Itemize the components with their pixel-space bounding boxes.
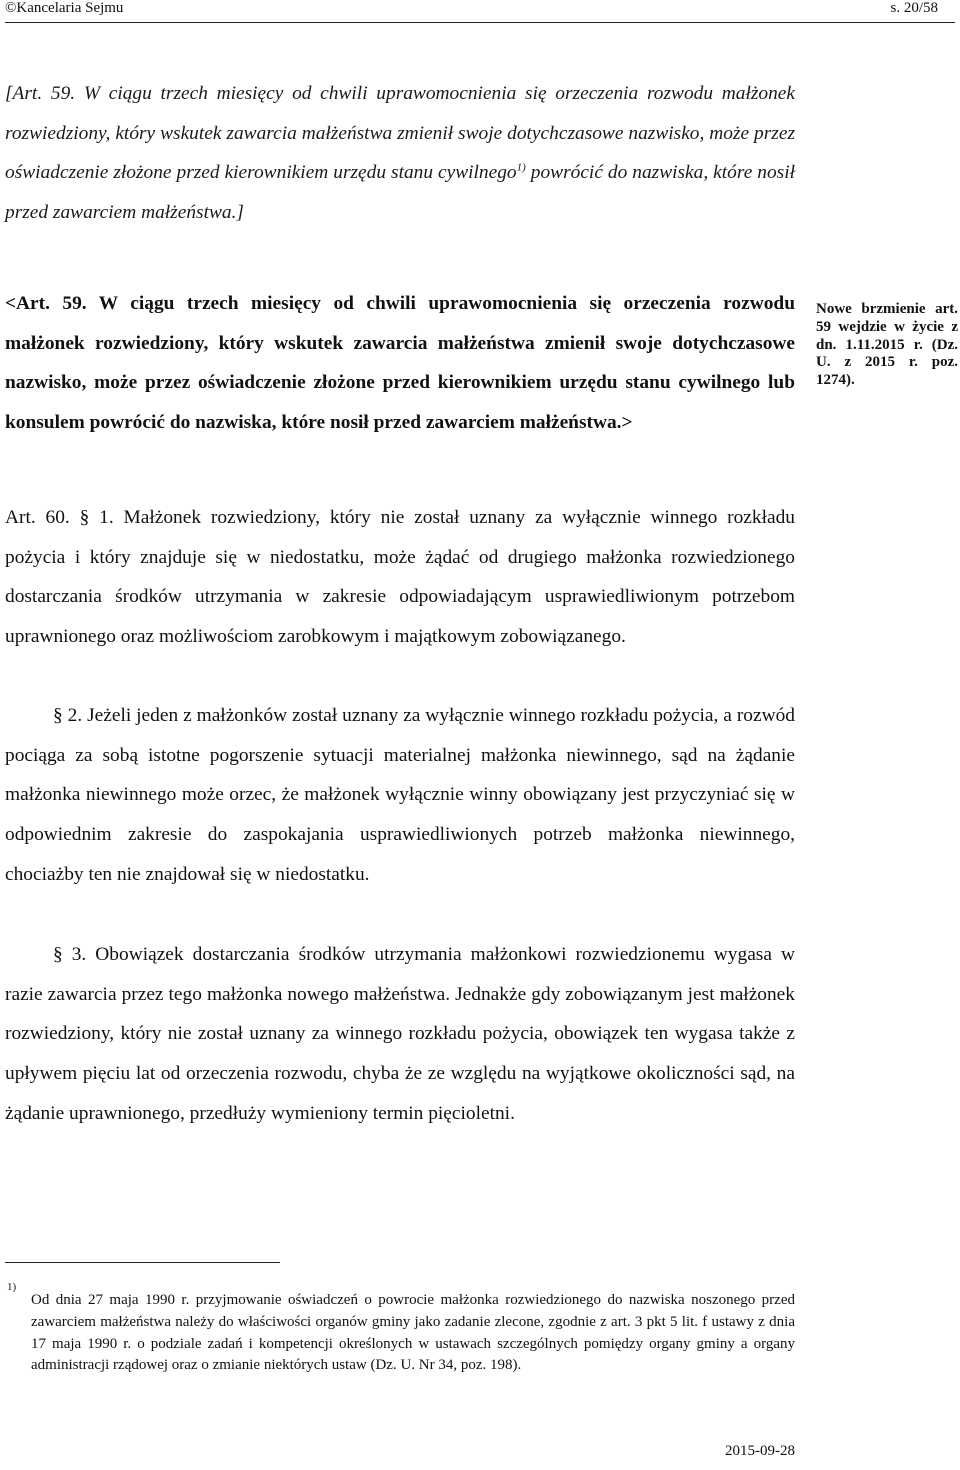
footnote-text: Od dnia 27 maja 1990 r. przyjmowanie oświadczeń o powrocie małżonka rozwiedzionego do nazwiska noszonego przed zawarciem małżeństwa należy do właściwości organów gminy jako zadanie zlecone, zgodnie z art. 3 pkt 5 lit. f ustawy z dnia 17 maja 1990 r. o podziale zadań i kompetencji określonych w ustawach szczególnych pomiędzy organy gminy a organy administracji rządowej oraz o zmianie niektórych ustaw (Dz. U. Nr 34, poz. 198). [31, 1292, 795, 1374]
page-header [5, 0, 955, 24]
footnote-reference[interactable]: 1) [516, 161, 526, 174]
article-59-old-text-end: powrócić do nazwiska, które nosił przed zawarciem małżeństwa.] [5, 162, 795, 224]
document-date: 2015-09-28 [725, 1443, 795, 1459]
amendment-side-note: Nowe brzmienie art. 59 wejdzie w życie z dn. 1.11.2015 r. (Dz. U. z 2015 r. poz. 1274). [816, 301, 958, 389]
publisher-label: ©Kancelaria Sejmu [5, 0, 124, 16]
article-60-section-1: Art. 60. § 1. Małżonek rozwiedziony, który nie został uznany za wyłącznie winnego rozkładu pożycia i który znajduje się w niedostatku, może żądać od drugiego małżonka rozwiedzionego dostarczania środków utrzymania w zakresie odpowiadającym usprawiedliwionym potrzebom uprawnionego oraz możliwościom zarobkowym i majątkowym zobowiązanego. [5, 507, 795, 648]
header-divider [5, 22, 955, 23]
page-number: s. 20/58 [890, 0, 938, 16]
article-59-old-text: [Art. 59. W ciągu trzech miesięcy od chwili uprawomocnienia się orzeczenia rozwodu małżonek rozwiedziony, który wskutek zawarcia małżeństwa zmienił swoje dotychczasowe nazwisko, może przez oświadczenie złożone przed kierownikiem urzędu stanu cywilnego [5, 83, 795, 184]
article-60-section-3: § 3. Obowiązek dostarczania środków utrzymania małżonkowi rozwiedzionemu wygasa w razie zawarcia przez tego małżonka nowego małżeństwa. Jednakże gdy zobowiązanym jest małżonek rozwiedziony, który nie został uznany za winnego rozkładu pożycia, obowiązek ten wygasa także z upływem pięciu lat od orzeczenia rozwodu, chyba że ze względu na wyjątkowe okoliczności sąd, na żądanie uprawnionego, przedłuży wymieniony termin pięcioletni. [5, 944, 795, 1124]
article-59-old-version [5, 74, 795, 233]
article-60-section-2: § 2. Jeżeli jeden z małżonków został uznany za wyłącznie winnego rozkładu pożycia, a rozwód pociąga za sobą istotne pogorszenie sytuacji materialnej małżonka niewinnego, sąd na żądanie małżonka niewinnego może orzec, że małżonek wyłącznie winny obowiązany jest przyczyniać się w odpowiednim zakresie do zaspokajania usprawiedliwionych potrzeb małżonka niewinnego, chociażby ten nie znajdował się w niedostatku. [5, 705, 795, 885]
footnote-divider [5, 1262, 280, 1263]
article-59-new-version: <Art. 59. W ciągu trzech miesięcy od chwili uprawomocnienia się orzeczenia rozwodu małżonek rozwiedziony, który wskutek zawarcia małżeństwa zmienił swoje dotychczasowe nazwisko, może przez oświadczenie złożone przed kierownikiem urzędu stanu cywilnego lub konsulem powrócić do nazwiska, które nosił przed zawarciem małżeństwa.> [5, 293, 795, 434]
